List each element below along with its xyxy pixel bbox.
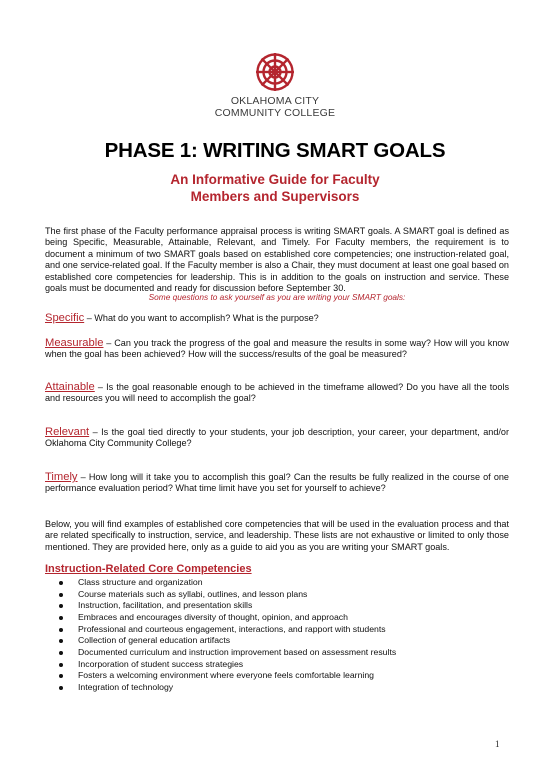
list-item-text: Class structure and organization <box>78 577 203 587</box>
bullet-icon <box>59 604 63 608</box>
subtitle <box>0 171 550 205</box>
bullet-icon <box>59 593 63 597</box>
list-item <box>58 670 396 682</box>
page-number: 1 <box>495 739 500 749</box>
list-item <box>58 624 396 636</box>
page-title: PHASE 1: WRITING SMART GOALS <box>104 139 446 162</box>
subtitle-line-1: An Informative Guide for Faculty <box>170 172 380 187</box>
term-word: Attainable <box>45 381 95 393</box>
bullet-icon <box>59 651 63 655</box>
bullet-icon <box>59 616 63 620</box>
list-item <box>58 682 396 694</box>
bullet-icon <box>59 663 63 667</box>
list-item-text: Instruction, facilitation, and presentation skills <box>78 600 253 611</box>
list-item-text: Documented curriculum and instruction improvement based on assessment results <box>78 646 397 657</box>
below-paragraph: Below, you will find examples of established core competencies that will be used in the evaluation process and that are related specifically to instruction, service, and leadership. These lists are not exhaustive or limited to only those mentioned. They are provided here, only as a guide to aid you as you are writing your SMART goals. <box>45 519 509 552</box>
list-item <box>58 577 396 589</box>
term-text: – Is the goal tied directly to your students, your job description, your career, your department, and/or Oklahoma City Community College? <box>45 427 509 449</box>
bullet-icon <box>59 639 63 643</box>
subtitle-line-2: Members and Supervisors <box>190 189 360 204</box>
competency-list <box>58 577 396 694</box>
list-item <box>58 659 396 671</box>
list-item-text: Course materials such as syllabi, outlines, and lesson plans <box>78 588 308 599</box>
college-seal-icon <box>255 52 295 92</box>
term-word: Measurable <box>45 337 104 349</box>
term-text: – Is the goal reasonable enough to be achieved in the timeframe allowed? Do you have all the tools and resources you will need to accomplish the goal? <box>45 382 509 404</box>
bullet-icon <box>59 686 63 690</box>
bullet-icon <box>59 674 63 678</box>
list-item-text: Fosters a welcoming environment where everyone feels comfortable learning <box>78 670 375 681</box>
list-item-text: Professional and courteous engagement, interactions, and rapport with students <box>78 623 386 634</box>
term-specific <box>45 313 509 324</box>
term-measurable <box>45 338 509 361</box>
list-item <box>58 612 396 624</box>
list-item <box>58 647 396 659</box>
bullet-icon <box>59 628 63 632</box>
term-relevant <box>45 427 509 450</box>
college-logo <box>0 52 550 119</box>
term-word: Relevant <box>45 426 90 438</box>
term-attainable <box>45 382 509 405</box>
list-item <box>58 589 396 601</box>
logo-line-2: COMMUNITY COLLEGE <box>214 107 336 119</box>
term-word: Timely <box>45 471 78 483</box>
intro-paragraph: The first phase of the Faculty performance appraisal process is writing SMART goals. A SMART goal is defined as being Specific, Measurable, Attainable, Relevant, and Timely. For Faculty members, the requirement is to document a minimum of two SMART goals based on established core competencies; one instruction-related goal, and one service-related goal. If the Faculty member is also a Chair, they must document at least one goal based on established core competencies for leadership. This is in addition to the goals on instruction and service. These goals must be documented and ready for discussion before September 30. <box>45 226 509 294</box>
term-timely <box>45 472 509 495</box>
bullet-icon <box>59 581 63 585</box>
term-text: – What do you want to accomplish? What is the purpose? <box>84 313 319 323</box>
logo-line-1: OKLAHOMA CITY <box>230 95 320 107</box>
list-item-text: Integration of technology <box>78 681 174 692</box>
list-item-text: Collection of general education artifacts <box>78 635 231 646</box>
section-heading: Instruction-Related Core Competencies <box>45 563 252 575</box>
term-word: Specific <box>45 312 85 324</box>
list-item <box>58 600 396 612</box>
term-text: – Can you track the progress of the goal and measure the results in some way? How will you know when the goal has been achieved? How will the success/results of the goal be measured? <box>45 338 509 360</box>
questions-heading: Some questions to ask yourself as you are writing your SMART goals: <box>148 292 406 302</box>
list-item-text: Embraces and encourages diversity of thought, opinion, and approach <box>78 611 348 622</box>
list-item-text: Incorporation of student success strategies <box>78 658 244 669</box>
term-text: – How long will it take you to accomplish this goal? Can the results be fully realized in the course of one performance evaluation period? What time limit have you set for yourself to achieve? <box>45 472 509 494</box>
list-item <box>58 635 396 647</box>
